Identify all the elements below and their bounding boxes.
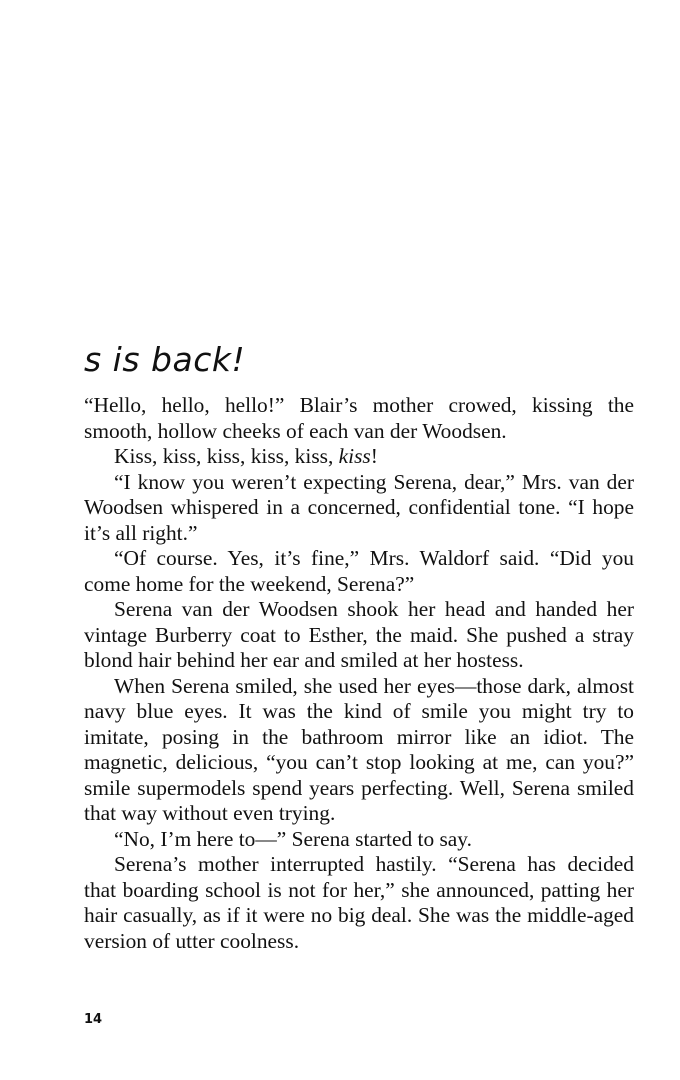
paragraph: “I know you weren’t expecting Serena, dear,” Mrs. van der Woodsen whispered in a concerned, confidential tone. “I hope it’s all right.” (84, 469, 634, 545)
page-number: 14 (84, 1012, 103, 1027)
paragraph: “Of course. Yes, it’s fine,” Mrs. Waldorf said. “Did you come home for the weekend, Serena?” (84, 546, 634, 596)
emphasized-word: kiss (338, 444, 371, 468)
paragraph: Serena van der Woodsen shook her head and handed her vintage Burberry coat to Esther, the maid. She pushed a stray blond hair behind her ear and smiled at her hostess. (84, 597, 634, 672)
body-text (84, 393, 634, 954)
paragraph-lead: Kiss, kiss, kiss, kiss, kiss, (114, 444, 339, 468)
paragraph: “Hello, hello, hello!” Blair’s mother crowed, kissing the smooth, hollow cheeks of each van der Woodsen. (84, 393, 634, 443)
paragraph: Serena’s mother interrupted hastily. “Serena has decided that boarding school is not for her,” she announced, patting her hair casually, as if it were no big deal. She was the middle-aged version of utter coolness. (84, 852, 634, 953)
paragraph-trail: ! (370, 444, 378, 468)
paragraph: “No, I’m here to—” Serena started to say. (114, 826, 472, 851)
chapter-title: s is back! (84, 340, 246, 379)
paragraph: When Serena smiled, she used her eyes—those dark, almost navy blue eyes. It was the kind of smile you might try to imitate, posing in the bathroom mirror like an idiot. The magnetic, delicious, “you can’t stop looking at me, can you?” smile supermodels spend years perfecting. Well, Serena smiled that way without even trying. (84, 673, 634, 825)
paragraph (84, 444, 634, 470)
